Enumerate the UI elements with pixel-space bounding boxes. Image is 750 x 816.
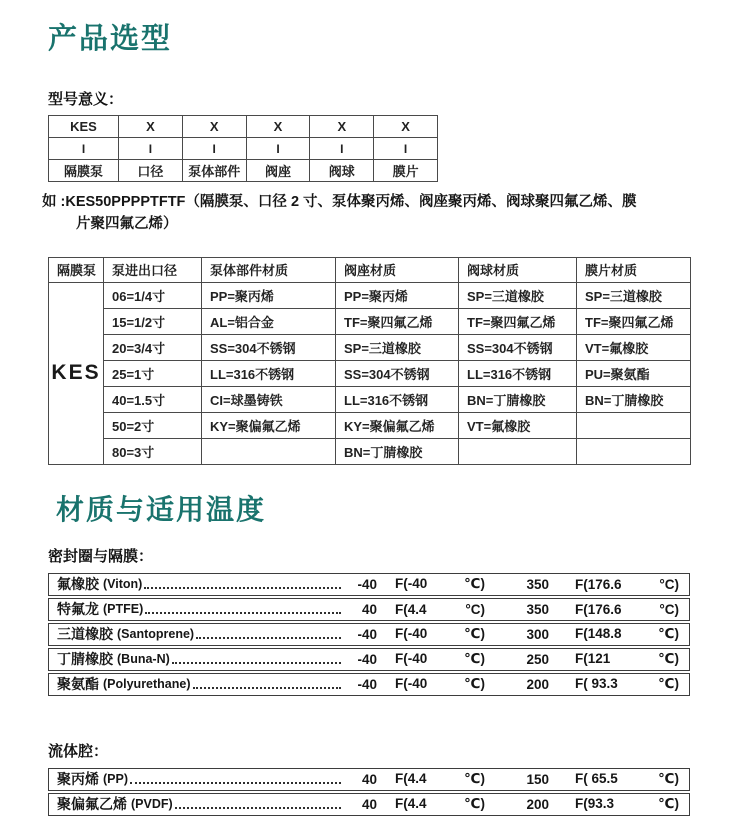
material-name-en: (PP) [103,772,128,786]
selection-cell: 50=2寸 [104,412,202,438]
min-temp-value: -40 [357,676,377,692]
temperature-row [48,573,690,596]
selection-cell [459,438,577,464]
selection-cell: VT=氟橡胶 [577,334,691,360]
seal-temperature-table [48,573,690,696]
dot-leader [144,587,341,589]
model-name-cell: 膜片 [374,160,438,182]
model-code-cell: X [246,116,310,138]
material-name-cn: 特氟龙 [57,601,99,617]
series-code-cell: KES [49,282,104,464]
selection-cell: 40=1.5寸 [104,386,202,412]
temperature-row [48,793,690,816]
min-temp-unit: ℃) [464,626,485,641]
selection-cell: VT=氟橡胶 [459,412,577,438]
fluid-temperature-table [48,768,690,816]
dot-leader [172,662,341,664]
model-code-cell: X [310,116,374,138]
selection-cell: 20=3/4寸 [104,334,202,360]
selection-cell [577,412,691,438]
selection-cell: LL=316不锈钢 [336,386,459,412]
min-temp-f-text: F(-40 [395,651,428,666]
selection-cell: SP=三道橡胶 [336,334,459,360]
min-temp-unit: ℃) [464,676,485,691]
max-temp-value: 150 [526,771,549,787]
selection-cell: TF=聚四氟乙烯 [336,308,459,334]
connector-cell: I [374,138,438,160]
min-temp-value: -40 [357,651,377,667]
material-name-en: (Polyurethane) [103,677,191,691]
selection-cell: BN=丁腈橡胶 [577,386,691,412]
page-title: 产品选型 [48,23,173,55]
max-temp-f-text: F(176.6 [575,601,622,617]
model-connector-row [49,138,438,160]
max-temp-fahrenheit [575,771,679,787]
materials-title: 材质与适用温度 [56,493,267,525]
selection-row [49,334,691,360]
max-temp-unit: °C) [659,601,679,617]
material-name-cn: 氟橡胶 [57,576,99,592]
max-temp-value: 200 [526,676,549,692]
model-name-cell: 阀座 [246,160,310,182]
max-temp-unit: ℃) [658,771,679,786]
max-temp-value: 350 [526,601,549,617]
dot-leader [145,612,341,614]
min-temp-unit: °C) [465,601,485,617]
selection-cell: KY=聚偏氟乙烯 [202,412,336,438]
max-temp-f-text: F(176.6 [575,576,622,592]
selection-row [49,282,691,308]
dot-leader [175,807,341,809]
selection-cell: SP=三道橡胶 [459,282,577,308]
min-temp-value: -40 [357,576,377,592]
min-temp-f-text: F(4.4 [395,771,427,786]
temperature-row [48,768,690,791]
max-temp-unit: ℃) [658,676,679,691]
max-temp-f-text: F( 93.3 [575,676,618,691]
selection-header: 阀球材质 [459,257,577,282]
model-name-cell: 阀球 [310,160,374,182]
selection-table [48,257,691,465]
min-temp-fahrenheit [395,626,485,642]
max-temp-unit: °C) [659,576,679,592]
model-code-row [49,116,438,138]
model-example-line1: 如 :KES50PPPPTFTF（隔膜泵、口径 2 寸、泵体聚丙烯、阀座聚丙烯、阀球聚四氟乙烯、膜 [42,194,637,210]
min-temp-f-text: F(-40 [395,576,428,591]
min-temp-value: 40 [361,771,377,787]
selection-cell: PU=聚氨酯 [577,360,691,386]
max-temp-fahrenheit [575,577,679,592]
selection-cell [577,438,691,464]
max-temp-f-text: F(148.8 [575,626,622,641]
max-temp-f-text: F(121 [575,651,611,666]
max-temp-value: 350 [526,576,549,592]
model-name-row [49,160,438,182]
max-temp-fahrenheit [575,651,679,667]
connector-cell: I [246,138,310,160]
material-name-cn: 聚偏氟乙烯 [57,796,127,812]
model-code-cell: X [182,116,246,138]
model-code-cell: X [119,116,183,138]
selection-cell: BN=丁腈橡胶 [336,438,459,464]
selection-header: 隔膜泵 [49,257,104,282]
selection-cell: 25=1寸 [104,360,202,386]
selection-row [49,308,691,334]
max-temp-fahrenheit [575,796,679,812]
max-temp-value: 200 [526,796,549,812]
selection-cell: TF=聚四氟乙烯 [577,308,691,334]
selection-header: 膜片材质 [577,257,691,282]
model-example-line2: 片聚四氟乙烯） [76,215,178,232]
max-temp-unit: ℃) [658,626,679,641]
selection-cell: LL=316不锈钢 [459,360,577,386]
min-temp-fahrenheit [395,602,485,617]
dot-leader [130,782,341,784]
dot-leader [196,637,341,639]
model-code-cell: X [374,116,438,138]
selection-cell: PP=聚丙烯 [202,282,336,308]
selection-cell: KY=聚偏氟乙烯 [336,412,459,438]
temperature-row [48,623,690,646]
max-temp-f-text: F( 65.5 [575,771,618,786]
max-temp-fahrenheit [575,676,679,692]
seal-section-label: 密封圈与隔膜： [48,547,154,565]
selection-header: 阀座材质 [336,257,459,282]
min-temp-value: 40 [361,796,377,812]
selection-cell: TF=聚四氟乙烯 [459,308,577,334]
selection-cell: PP=聚丙烯 [336,282,459,308]
selection-cell: 80=3寸 [104,438,202,464]
connector-cell: I [49,138,119,160]
selection-header: 泵体部件材质 [202,257,336,282]
temperature-row [48,673,690,696]
material-name-cn: 三道橡胶 [57,626,113,642]
selection-row [49,412,691,438]
temperature-row [48,648,690,671]
model-name-cell: 隔膜泵 [49,160,119,182]
max-temp-value: 250 [526,651,549,667]
min-temp-unit: ℃) [464,651,485,666]
connector-cell: I [182,138,246,160]
model-example [42,192,690,236]
model-name-cell: 泵体部件 [182,160,246,182]
selection-cell [202,438,336,464]
material-name-cn: 丁腈橡胶 [57,651,113,667]
material-name-en: (PTFE) [103,602,144,616]
model-code-table [48,115,438,182]
min-temp-f-text: F(-40 [395,676,428,691]
selection-cell: 06=1/4寸 [104,282,202,308]
connector-cell: I [310,138,374,160]
min-temp-fahrenheit [395,771,485,787]
max-temp-f-text: F(93.3 [575,796,615,811]
min-temp-unit: ℃) [464,576,485,591]
selection-cell: BN=丁腈橡胶 [459,386,577,412]
max-temp-value: 300 [526,626,549,642]
min-temp-value: 40 [361,601,377,617]
selection-row [49,360,691,386]
model-meaning-label: 型号意义： [48,91,124,108]
max-temp-unit: ℃) [658,651,679,666]
material-name-en: (Viton) [103,577,143,591]
min-temp-f-text: F(-40 [395,626,428,641]
max-temp-fahrenheit [575,626,679,642]
selection-row [49,386,691,412]
min-temp-unit: ℃) [464,771,485,786]
min-temp-value: -40 [357,626,377,642]
selection-cell: SS=304不锈钢 [336,360,459,386]
fluid-section-label: 流体腔： [48,742,109,760]
selection-cell: CI=球墨铸铁 [202,386,336,412]
selection-cell: SS=304不锈钢 [459,334,577,360]
model-code-cell: KES [49,116,119,138]
min-temp-fahrenheit [395,651,485,667]
selection-cell: SP=三道橡胶 [577,282,691,308]
connector-cell: I [119,138,183,160]
selection-header-row [49,257,691,282]
material-name-en: (PVDF) [131,797,173,811]
max-temp-fahrenheit [575,602,679,617]
selection-cell: 15=1/2寸 [104,308,202,334]
min-temp-f-text: F(4.4 [395,601,427,617]
min-temp-fahrenheit [395,576,485,592]
min-temp-f-text: F(4.4 [395,796,427,811]
material-name-cn: 聚氨酯 [57,676,99,692]
selection-header: 泵进出口径 [104,257,202,282]
min-temp-unit: ℃) [464,796,485,811]
material-name-en: (Buna-N) [117,652,170,666]
min-temp-fahrenheit [395,676,485,692]
temperature-row [48,598,690,621]
max-temp-unit: ℃) [658,796,679,811]
selection-cell: AL=铝合金 [202,308,336,334]
selection-row [49,438,691,464]
dot-leader [193,687,341,689]
material-name-cn: 聚丙烯 [57,771,99,787]
selection-cell: SS=304不锈钢 [202,334,336,360]
model-name-cell: 口径 [119,160,183,182]
selection-cell: LL=316不锈钢 [202,360,336,386]
material-name-en: (Santoprene) [117,627,195,641]
min-temp-fahrenheit [395,796,485,812]
